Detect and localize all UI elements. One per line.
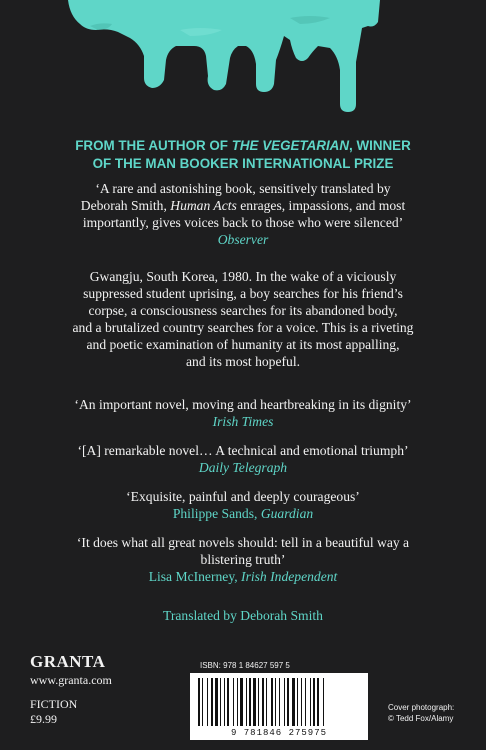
lead-review-quote <box>0 180 486 248</box>
credit-line: © Tedd Fox/Alamy <box>388 714 454 723</box>
quote-source: Irish Times <box>212 414 274 429</box>
synopsis <box>0 268 486 370</box>
quote-line: importantly, gives voices back to those who were silenced’ <box>82 215 404 230</box>
quote-source: Daily Telegraph <box>198 460 288 475</box>
translator-credit: Translated by Deborah Smith <box>163 608 323 623</box>
synopsis-line: and poetic examination of humanity at its most appalling, <box>86 337 400 352</box>
publisher-url: www.granta.com <box>30 673 112 687</box>
quote-line: ‘Exquisite, painful and deeply courageous’ <box>126 489 360 504</box>
price-label: £9.99 <box>30 712 57 726</box>
tagline-text-end: , WINNER <box>349 138 411 153</box>
review-quote <box>0 488 486 522</box>
tagline-book-title: THE VEGETARIAN <box>231 138 350 153</box>
quote-line: ‘An important novel, moving and heartbreaking in its dignity’ <box>74 397 412 412</box>
synopsis-line: Gwangju, South Korea, 1980. In the wake of a viciously <box>89 269 397 284</box>
tagline-line2: OF THE MAN BOOKER INTERNATIONAL PRIZE <box>92 156 394 171</box>
barcode <box>190 673 368 740</box>
credit-line: Cover photograph: <box>388 703 455 712</box>
isbn-label: ISBN: 978 1 84627 597 5 <box>200 661 290 670</box>
quote-book-title: Human Acts <box>170 198 237 213</box>
quote-source-publication: Guardian <box>260 506 314 521</box>
review-quote <box>0 534 486 585</box>
synopsis-line: and a brutalized country searches for a voice. This is a riveting <box>72 320 414 335</box>
publisher <box>30 652 112 688</box>
quote-line: ‘It does what all great novels should: tell in a beautiful way a <box>76 535 410 550</box>
genre-label: FICTION <box>30 697 78 711</box>
publisher-logo: GRANTA <box>30 652 106 671</box>
review-quote <box>0 442 486 476</box>
quote-source-author: Lisa McInerney, <box>148 569 242 584</box>
quote-source-publication: Irish Independent <box>241 569 338 584</box>
barcode-digits: 9 781846 275975 <box>230 728 327 738</box>
genre-price <box>30 697 77 727</box>
quote-line: ‘A rare and astonishing book, sensitively translated by <box>95 181 391 196</box>
quote-source-author: Philippe Sands, <box>172 506 261 521</box>
synopsis-line: suppressed student uprising, a boy searches for his friend’s <box>83 286 403 301</box>
cover-photo-credit <box>388 702 454 724</box>
quote-line: ‘[A] remarkable novel… A technical and emotional triumph’ <box>77 443 409 458</box>
paint-drip-artwork <box>0 0 486 125</box>
quote-line: blistering truth’ <box>200 552 286 567</box>
quote-line-start: Deborah Smith, <box>80 198 171 213</box>
synopsis-line: and its most hopeful. <box>185 354 301 369</box>
barcode-bars <box>198 678 360 726</box>
review-quote <box>0 396 486 430</box>
synopsis-line: corpse, a consciousness searches for its abandoned body, <box>88 303 398 318</box>
quote-line-end: enrages, impassions, and most <box>236 198 406 213</box>
author-tagline <box>0 137 486 173</box>
quote-source: Observer <box>217 232 269 247</box>
tagline-text: FROM THE AUTHOR OF <box>75 138 232 153</box>
